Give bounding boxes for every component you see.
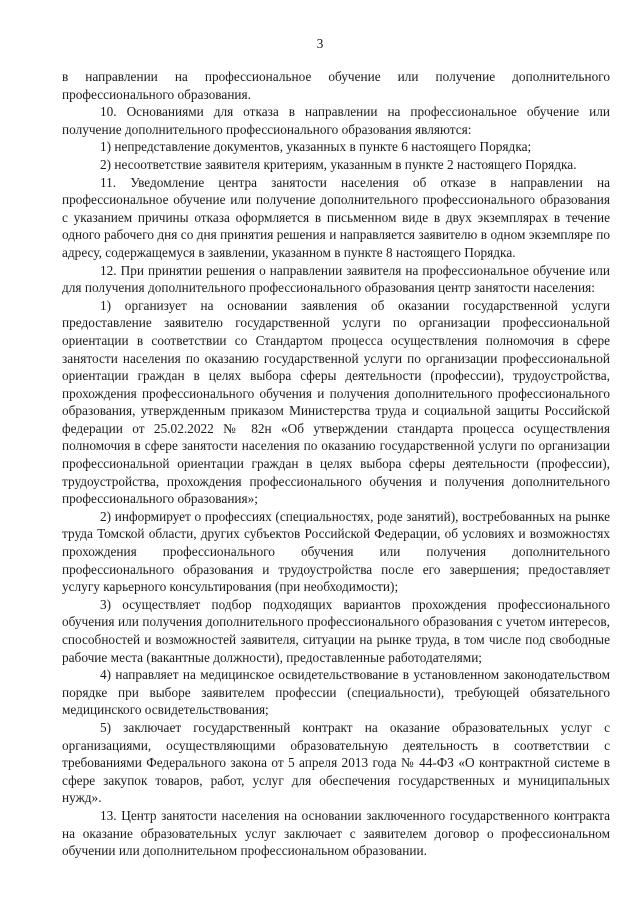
paragraph-item-10-1: 1) непредставление документов, указанных в пункте 6 настоящего Порядка;	[100, 139, 532, 155]
paragraph-item-12-5: 5) заключает государственный контракт на оказание образовательных услуг с организациями, осуществляющими образовательную деятельность в соответствии с требованиями Федерального закона от 5 апреля 2013 года № 44-ФЗ «О контрактной системе в сфере закупок товаров, работ, услуг для обеспечения государственных и муниципальных нужд».	[62, 719, 610, 806]
paragraph-item-13: 13. Центр занятости населения на основании заключенного государственного контракта на оказание образовательных услуг заключает с заявителем договор о профессиональном обучении или дополнительном профессиональном образовании.	[62, 807, 610, 859]
paragraph-item-12-3: 3) осуществляет подбор подходящих вариантов прохождения профессионального обучения или получения дополнительного профессионального образования с учетом интересов, способностей и возможностей заявителя, ситуации на рынке труда, в том числе под свободные рабочие места (вакантные должности), предоставленные работодателями;	[62, 596, 610, 665]
document-body	[62, 68, 610, 860]
paragraph-item-11: 11. Уведомление центра занятости населения об отказе в направлении на профессиональное обучение или получение дополнительного профессионального образования с указанием причины отказа оформляется в письменном виде в двух экземплярах в течение одного рабочего дня со дня принятия решения и направляется заявителю в одном экземпляре по адресу, содержащемуся в заявлении, указанном в пункте 8 настоящего Порядка.	[62, 174, 610, 260]
paragraph-item-12-4: 4) направляет на медицинское освидетельствование в установленном законодательством порядке при выборе заявителем профессии (специальности), требующей обязательного медицинского освидетельствования;	[62, 667, 610, 718]
paragraph-continuation: в направлении на профессиональное обучение или получение дополнительного профессионального образования.	[62, 69, 610, 102]
paragraph-item-12: 12. При принятии решения о направлении заявителя на профессиональное обучение или для получения дополнительного профессионального образования центр занятости населения:	[62, 262, 610, 296]
paragraph-item-12-2: 2) информирует о профессиях (специальностях, роде занятий), востребованных на рынке труда Томской области, других субъектов Российской Федерации, об условиях и возможностях прохождения профессионального обучения или получения дополнительного профессионального образования и трудоустройства после его завершения; предоставляет услугу карьерного консультирования (при необходимости);	[62, 508, 610, 595]
paragraph-item-10-2: 2) несоответствие заявителя критериям, указанным в пункте 2 настоящего Порядка.	[100, 156, 577, 172]
page-number: 3	[316, 36, 324, 51]
paragraph-item-10: 10. Основаниями для отказа в направлении на профессиональное обучение или получение дополнительного профессионального образования являются:	[62, 104, 610, 137]
paragraph-item-12-1: 1) организует на основании заявления об оказании государственной услуги предоставление заявителю государственной услуги по организации профессиональной ориентации в соответствии со Стандартом процесса осуществления полномочия в сфере занятости населения по оказанию государственной услуги по организации профессиональной ориентации граждан в целях выбора сферы деятельности (профессии), трудоустройства, прохождения профессионального обучения и получения дополнительного профессионального образования, утвержденным приказом Министерства труда и социальной защиты Российской федерации от 25.02.2022 № 82н «Об утверждении стандарта процесса осуществления полномочия в сфере занятости населения по оказанию государственной услуги по организации профессиональной ориентации граждан в целях выбора сферы деятельности (профессии), трудоустройства, прохождения профессионального обучения и получения дополнительного профессионального образования»;	[62, 297, 610, 507]
